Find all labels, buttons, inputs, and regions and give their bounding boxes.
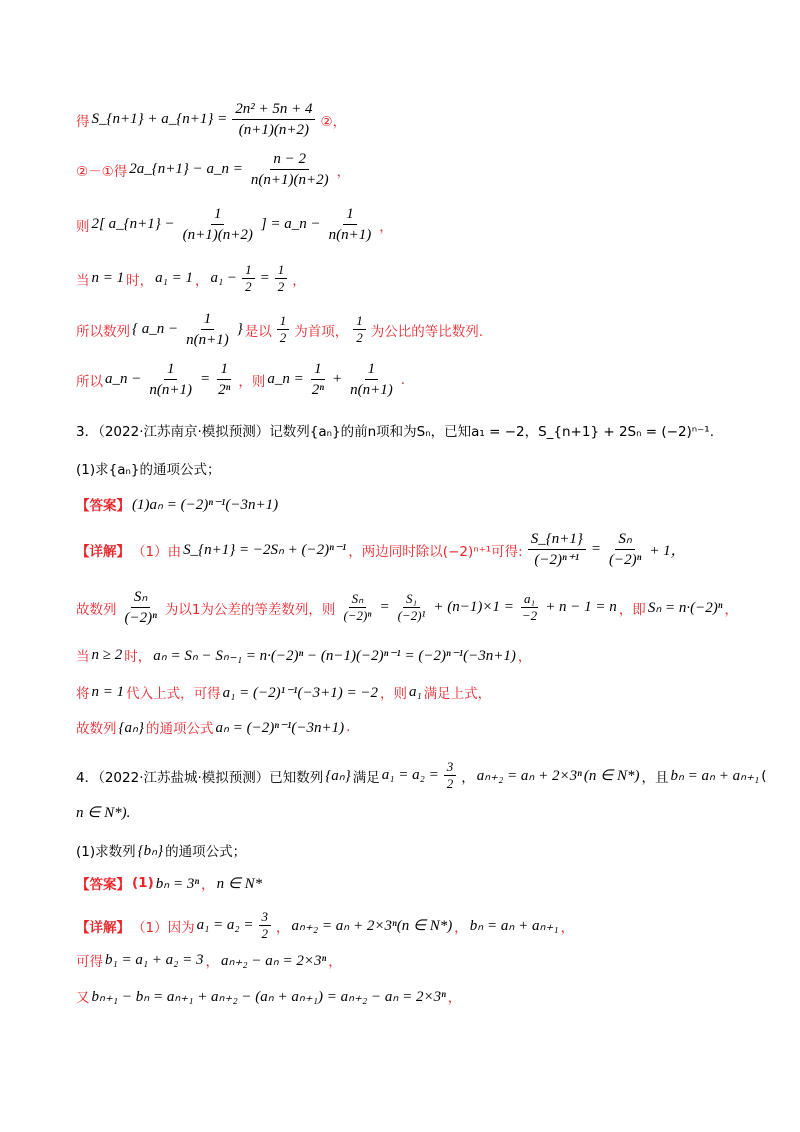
fraction xyxy=(606,530,644,569)
text: ， xyxy=(201,877,215,893)
equation-line-5 xyxy=(76,310,483,349)
fraction xyxy=(340,592,374,623)
denominator: 2 xyxy=(277,279,285,294)
text: ， xyxy=(447,990,462,1006)
result: Sₙ = n·(−2)ⁿ xyxy=(647,600,723,616)
text: （1）由 xyxy=(132,543,182,560)
condition: n ∈ N*). xyxy=(76,805,131,821)
detail-tag: 【详解】 xyxy=(76,543,130,560)
denominator: (n+1)(n+2) xyxy=(182,227,253,243)
fraction xyxy=(180,205,256,244)
text: 可得 xyxy=(76,954,103,970)
numerator: Sₙ xyxy=(131,588,150,608)
equation: a₁ = (−2)¹⁻¹(−3+1) = −2 xyxy=(222,684,378,701)
text: ， xyxy=(205,954,220,970)
equation: = xyxy=(379,599,390,615)
equation: + (n−1)×1 = xyxy=(433,599,514,615)
denominator: −2 xyxy=(521,608,538,623)
equation: a₁ = a₂ = xyxy=(196,917,254,933)
detail-line-5 xyxy=(76,717,350,737)
equation: aₙ = Sₙ − Sₙ₋₁ = n·(−2)ⁿ − (n−1)(−2)ⁿ⁻¹ = (−2)ⁿ⁻¹(−3n+1) xyxy=(153,647,516,664)
text: ，且 xyxy=(641,769,669,786)
text: ， xyxy=(292,272,306,289)
text: ，两边同时除以(−2)ⁿ⁺¹可得: xyxy=(348,543,523,560)
equation: a₁ − xyxy=(210,270,238,286)
detail-line-4 xyxy=(76,682,491,702)
denominator: 2 xyxy=(356,330,363,345)
fraction xyxy=(519,592,540,623)
numerator: 3 xyxy=(259,910,272,926)
denominator: (−2)¹ xyxy=(397,608,426,623)
answer: (1)aₙ = (−2)ⁿ⁻¹(−3n+1) xyxy=(132,496,279,513)
text: 故数列 xyxy=(76,721,117,737)
numerator: 3 xyxy=(444,760,457,776)
denominator: 2ⁿ xyxy=(218,382,231,398)
equation-line-3 xyxy=(76,205,393,244)
fraction xyxy=(275,263,288,294)
denominator: (n+1)(n+2) xyxy=(238,122,309,138)
equation: a_n = xyxy=(267,371,304,387)
denominator: (−2)ⁿ xyxy=(343,608,372,623)
numerator: S_{n+1} xyxy=(528,530,586,550)
text: 则 xyxy=(76,218,90,235)
numerator: 1 xyxy=(365,360,379,380)
text: 的通项公式 xyxy=(145,721,214,737)
answer-tag: 【答案】 xyxy=(76,877,130,893)
condition: n = 1 xyxy=(91,270,125,286)
fraction xyxy=(353,314,366,345)
problem-3-statement xyxy=(76,420,714,440)
sequence: { a_n − xyxy=(132,321,179,337)
fraction xyxy=(444,760,457,791)
answer-line-p4 xyxy=(76,873,262,893)
fraction xyxy=(232,100,315,139)
text: (1)求数列 xyxy=(76,844,136,860)
numerator: 1 xyxy=(164,360,178,380)
text: ， xyxy=(379,218,393,235)
text: 得 xyxy=(76,113,90,130)
text: 所以 xyxy=(76,373,103,390)
text: . xyxy=(400,371,406,388)
denominator: n(n+1)(n+2) xyxy=(250,172,329,188)
fraction xyxy=(528,530,586,569)
fraction xyxy=(146,360,195,399)
fraction xyxy=(248,150,332,189)
text: ， xyxy=(276,919,290,936)
numerator: Sₙ xyxy=(349,592,367,608)
equation: aₙ₊₂ − aₙ = 2×3ⁿ xyxy=(221,952,327,969)
sequence: {bₙ} xyxy=(137,842,164,859)
fraction xyxy=(347,360,396,399)
equation: + 1， xyxy=(649,543,686,559)
numerator: a₁ xyxy=(521,592,538,608)
problem-4-continuation xyxy=(76,803,130,822)
denominator: 2 xyxy=(446,776,454,791)
equation: = xyxy=(259,270,270,286)
numerator: n − 2 xyxy=(270,150,309,170)
fraction xyxy=(326,205,375,244)
question-1-p4 xyxy=(76,840,246,860)
equation: bₙ = aₙ + aₙ₊₁ xyxy=(670,768,760,784)
condition: (n ∈ N*) xyxy=(583,768,640,784)
text: . xyxy=(346,719,351,735)
fraction xyxy=(309,360,327,399)
denominator: n(n+1) xyxy=(186,332,229,348)
numerator: 2n² + 5n + 4 xyxy=(232,100,315,120)
detail-line-p4-3 xyxy=(76,986,461,1006)
equation: 2[ a_{n+1} − xyxy=(91,216,175,232)
equation: b₁ = a₁ + a₂ = 3 xyxy=(105,951,204,968)
denominator: 2 xyxy=(245,279,252,294)
denominator: 2 xyxy=(279,330,287,345)
fraction xyxy=(215,360,233,399)
numerator: 1 xyxy=(242,263,255,279)
text: 为公比的等比数列. xyxy=(370,323,484,340)
equation: a_n − xyxy=(105,371,142,387)
equation: aₙ = (−2)ⁿ⁻¹(−3n+1) xyxy=(215,719,345,736)
text: 为首项， xyxy=(294,323,349,340)
equation: S_{n+1} + a_{n+1} = xyxy=(91,111,228,127)
denominator: 2ⁿ xyxy=(311,382,324,398)
condition: n = 1 xyxy=(91,683,125,700)
numerator: 1 xyxy=(211,205,225,225)
equation-line-1 xyxy=(76,100,346,139)
term: a₁ xyxy=(408,683,422,700)
numerator: 1 xyxy=(353,314,366,330)
numerator: Sₙ xyxy=(615,530,634,550)
equation-line-4 xyxy=(76,263,306,294)
equation: + xyxy=(331,371,343,387)
numerator: 1 xyxy=(311,360,325,380)
text: （1）因为 xyxy=(132,919,195,936)
equation: S_{n+1} = −2Sₙ + (−2)ⁿ⁻¹ xyxy=(183,542,347,558)
text: 为以1为公差的等差数列，则 xyxy=(164,601,336,618)
equation: a₁ = a₂ = xyxy=(381,767,439,783)
fraction xyxy=(183,310,232,349)
text: ， xyxy=(461,769,475,786)
fraction xyxy=(122,588,160,627)
fraction xyxy=(259,910,272,941)
denominator: (−2)ⁿ xyxy=(124,610,157,626)
equation: + n − 1 = n xyxy=(545,599,617,615)
numerator: 1 xyxy=(217,360,231,380)
numerator: 1 xyxy=(277,314,290,330)
text: 的通项公式； xyxy=(165,844,247,860)
text: ， xyxy=(724,601,738,618)
detail-line-1 xyxy=(76,530,686,569)
text: ， xyxy=(336,163,351,180)
detail-line-p4-2 xyxy=(76,950,342,970)
text: ，即 xyxy=(618,601,646,618)
fraction xyxy=(242,263,255,294)
text: ②， xyxy=(320,113,347,130)
denominator: (−2)ⁿ⁺¹ xyxy=(534,552,580,568)
sequence: {aₙ} xyxy=(325,768,351,784)
numerator: 1 xyxy=(201,310,215,330)
text: 故数列 xyxy=(76,601,117,618)
text: 代入上式，可得 xyxy=(126,686,221,702)
text: 满足 xyxy=(352,769,380,786)
text: 4．（2022·江苏盐城·模拟预测）已知数列 xyxy=(76,769,324,786)
text: (1)求{aₙ}的通项公式； xyxy=(76,462,221,478)
text: (1) xyxy=(132,875,154,891)
equation: a₁ = 1 xyxy=(155,270,193,286)
equation: bₙ = aₙ + aₙ₊₁ xyxy=(469,918,559,934)
text: 又 xyxy=(76,990,90,1006)
text: ，则 xyxy=(238,373,266,390)
text: 3．（2022·江苏南京·模拟预测）记数列{aₙ}的前n项和为Sₙ，已知a₁ = −2，S_{n+1} + 2Sₙ = (−2)ⁿ⁻¹. xyxy=(76,424,715,440)
text: ， xyxy=(560,919,575,936)
text: ( xyxy=(761,767,767,784)
equation: = xyxy=(590,541,601,557)
numerator: S₁ xyxy=(403,592,420,608)
text: 时， xyxy=(126,272,154,289)
text: 是以 xyxy=(244,323,272,340)
text: ②－①得 xyxy=(76,163,128,180)
text: 所以数列 xyxy=(76,323,130,340)
text: 满足上式， xyxy=(423,686,492,702)
numerator: 1 xyxy=(275,263,288,279)
answer-tag: 【答案】 xyxy=(76,498,130,514)
text: ， xyxy=(194,272,209,289)
text: ， xyxy=(454,919,468,936)
equation-line-2 xyxy=(76,150,350,189)
text: ， xyxy=(328,954,342,970)
equation: bₙ₊₁ − bₙ = aₙ₊₁ + aₙ₊₂ − (aₙ + aₙ₊₁) = aₙ₊₂ − aₙ = 2×3ⁿ xyxy=(91,988,446,1005)
text: ，则 xyxy=(379,686,407,702)
problem-4-statement xyxy=(76,760,767,791)
text: 将 xyxy=(76,686,90,702)
denominator: n(n+1) xyxy=(149,382,192,398)
equation: = xyxy=(200,371,211,387)
condition: n ∈ N* xyxy=(216,875,263,892)
sequence: {aₙ} xyxy=(118,719,144,736)
numerator: 1 xyxy=(343,205,357,225)
equation-line-6 xyxy=(76,360,405,399)
equation: aₙ₊₂ = aₙ + 2×3ⁿ xyxy=(476,768,582,784)
denominator: n(n+1) xyxy=(328,227,372,243)
equation: bₙ = 3ⁿ xyxy=(155,875,200,892)
text: 时， xyxy=(124,649,152,665)
equation: 2a_{n+1} − a_n = xyxy=(129,161,243,177)
denominator: (−2)ⁿ xyxy=(608,552,642,568)
detail-line-2 xyxy=(76,588,738,627)
detail-line-p4-1 xyxy=(76,910,574,941)
sequence-end: } xyxy=(236,321,243,337)
text: 当 xyxy=(76,649,90,665)
fraction xyxy=(277,314,290,345)
answer-line xyxy=(76,494,278,514)
detail-tag: 【详解】 xyxy=(76,919,130,936)
denominator: n(n+1) xyxy=(350,382,393,398)
equation: aₙ₊₂ = aₙ + 2×3ⁿ(n ∈ N*) xyxy=(291,918,453,934)
text: 当 xyxy=(76,272,90,289)
denominator: 2 xyxy=(261,926,269,941)
condition: n ≥ 2 xyxy=(91,646,123,663)
fraction xyxy=(395,592,429,623)
detail-line-3 xyxy=(76,645,531,665)
equation: ] = a_n − xyxy=(260,216,321,232)
text: ， xyxy=(517,649,532,665)
question-1 xyxy=(76,458,220,478)
